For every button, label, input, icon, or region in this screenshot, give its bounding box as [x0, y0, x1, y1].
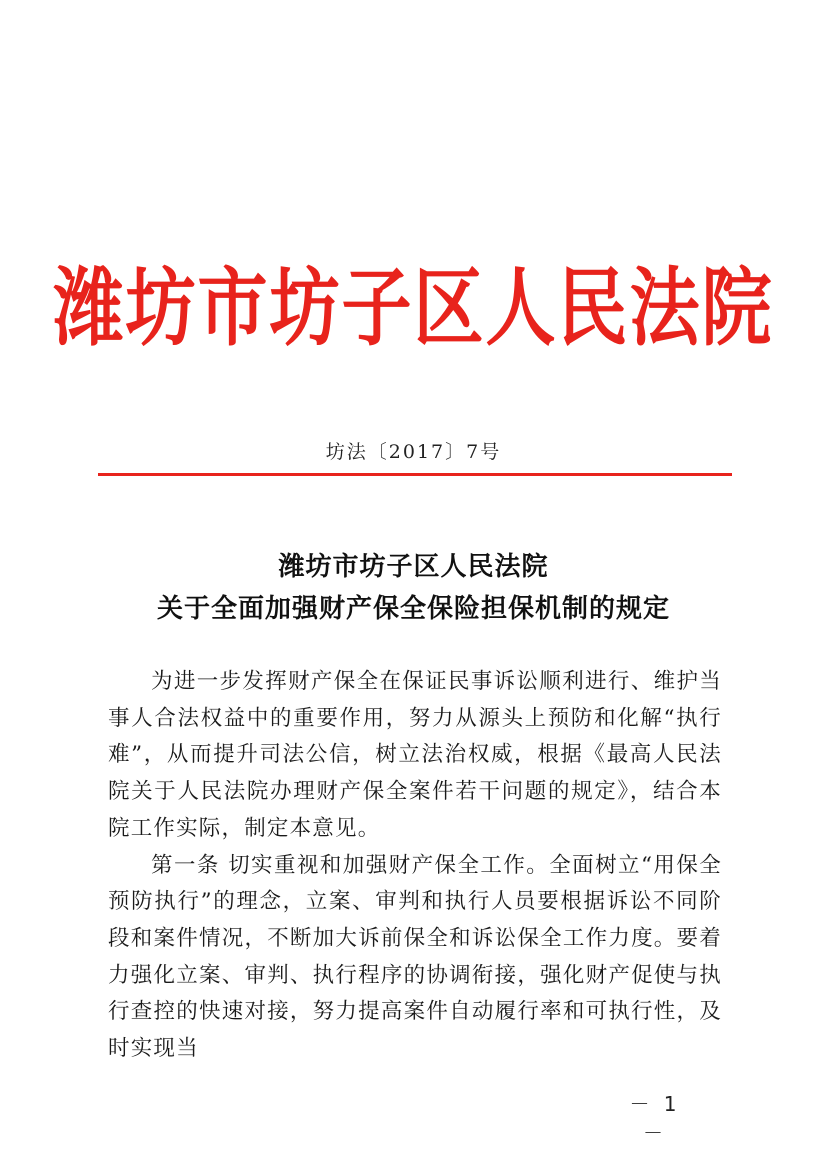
body-paragraph-preamble: 为进一步发挥财产保全在保证民事诉讼顺利进行、维护当事人合法权益中的重要作用，努力从源头上预防和化解“执行难”，从而提升司法公信，树立法治权威，根据《最高人民法院关于人民法院办理财产保全案件若干问题的规定》，结合本院工作实际，制定本意见。: [108, 669, 722, 841]
document-body: [108, 664, 722, 1068]
body-paragraph-article-1: 第一条 切实重视和加强财产保全工作。全面树立“用保全预防执行”的理念，立案、审判和执行人员要根据诉讼不同阶段和案件情况，不断加大诉前保全和诉讼保全工作力度。要着力强化立案、审判、执行程序的协调衔接，强化财产促使与执行查控的快速对接，努力提高案件自动履行率和可执行性，及时实现当: [108, 852, 722, 1062]
document-title-line-2: 关于全面加强财产保全保险担保机制的规定: [156, 594, 670, 624]
court-masthead: 潍坊市坊子区人民法院: [53, 258, 774, 359]
page-number: － 1 －: [629, 1092, 681, 1145]
red-divider-line: [98, 473, 732, 476]
document-number: 坊法〔2017〕7号: [325, 441, 502, 463]
document-title-line-1: 潍坊市坊子区人民法院: [278, 552, 549, 582]
